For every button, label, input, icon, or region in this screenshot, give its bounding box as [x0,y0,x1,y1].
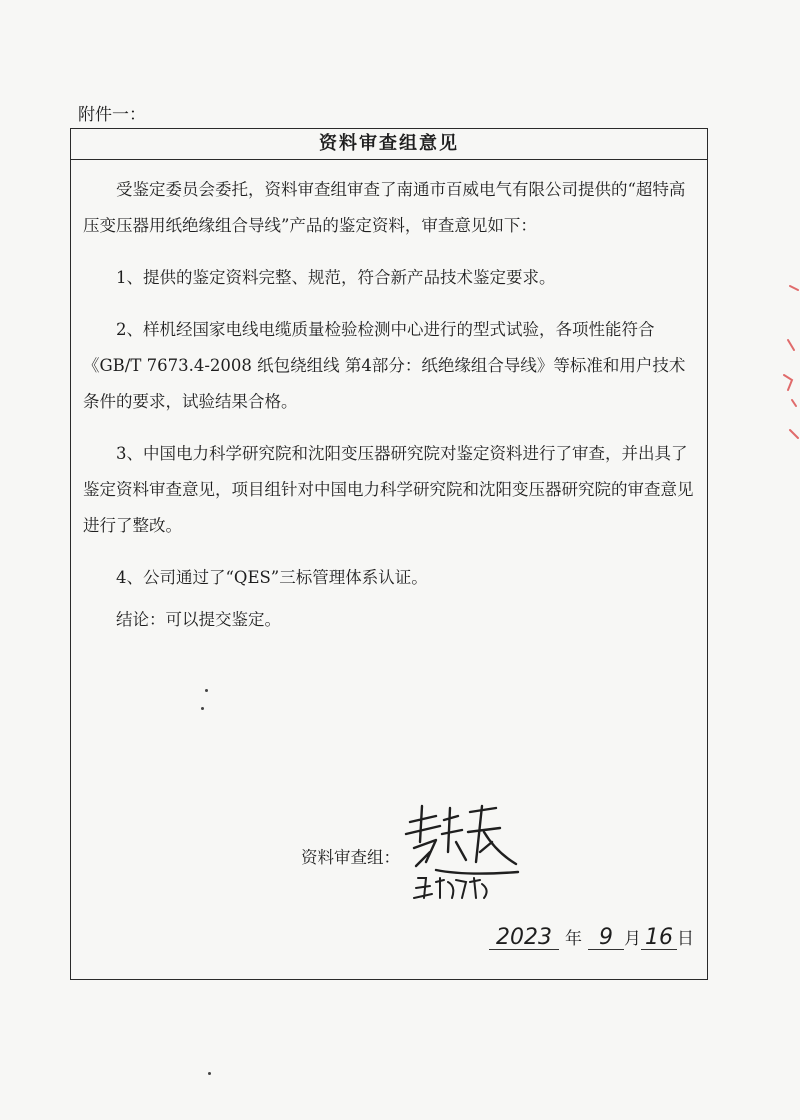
form-content [71,160,707,638]
seal-edge-mark [778,280,800,450]
scan-dot [205,689,208,692]
handwritten-signature [396,802,526,902]
attachment-label: 附件一： [78,105,146,125]
date-year: 2023 [489,927,559,950]
opinion-item-3: 3、中国电力科学研究院和沈阳变压器研究院对鉴定资料进行了审查，并出具了鉴定资料审查意见，项目组针对中国电力科学研究院和沈阳变压器研究院的审查意见进行了整改。 [83,444,694,535]
scan-dot [201,707,204,710]
month-char: 月 [624,929,641,949]
conclusion: 结论：可以提交鉴定。 [116,610,281,629]
opinion-item-1: 1、提供的鉴定资料完整、规范，符合新产品技术鉴定要求。 [116,268,556,287]
form-title: 资料审查组意见 [71,129,707,160]
signature-date [489,924,694,950]
review-opinion-form [70,128,708,980]
date-day: 16 [641,927,677,950]
date-month: 9 [588,927,624,950]
opinion-item-4: 4、公司通过了“QES”三标管理体系认证。 [116,568,428,587]
intro-paragraph: 受鉴定委员会委托，资料审查组审查了南通市百威电气有限公司提供的“超特高压变压器用纸绝缘组合导线”产品的鉴定资料，审查意见如下： [83,180,686,235]
opinion-item-2: 2、样机经国家电线电缆质量检验检测中心进行的型式试验，各项性能符合《GB/T 7673.4-2008 纸包绕组线 第4部分：纸绝缘组合导线》等标准和用户技术条件的要求，试验结果合格。 [83,320,686,411]
year-char: 年 [565,929,582,949]
day-char: 日 [677,929,694,949]
scan-dot [208,1072,211,1075]
signature-label: 资料审查组： [301,848,400,867]
